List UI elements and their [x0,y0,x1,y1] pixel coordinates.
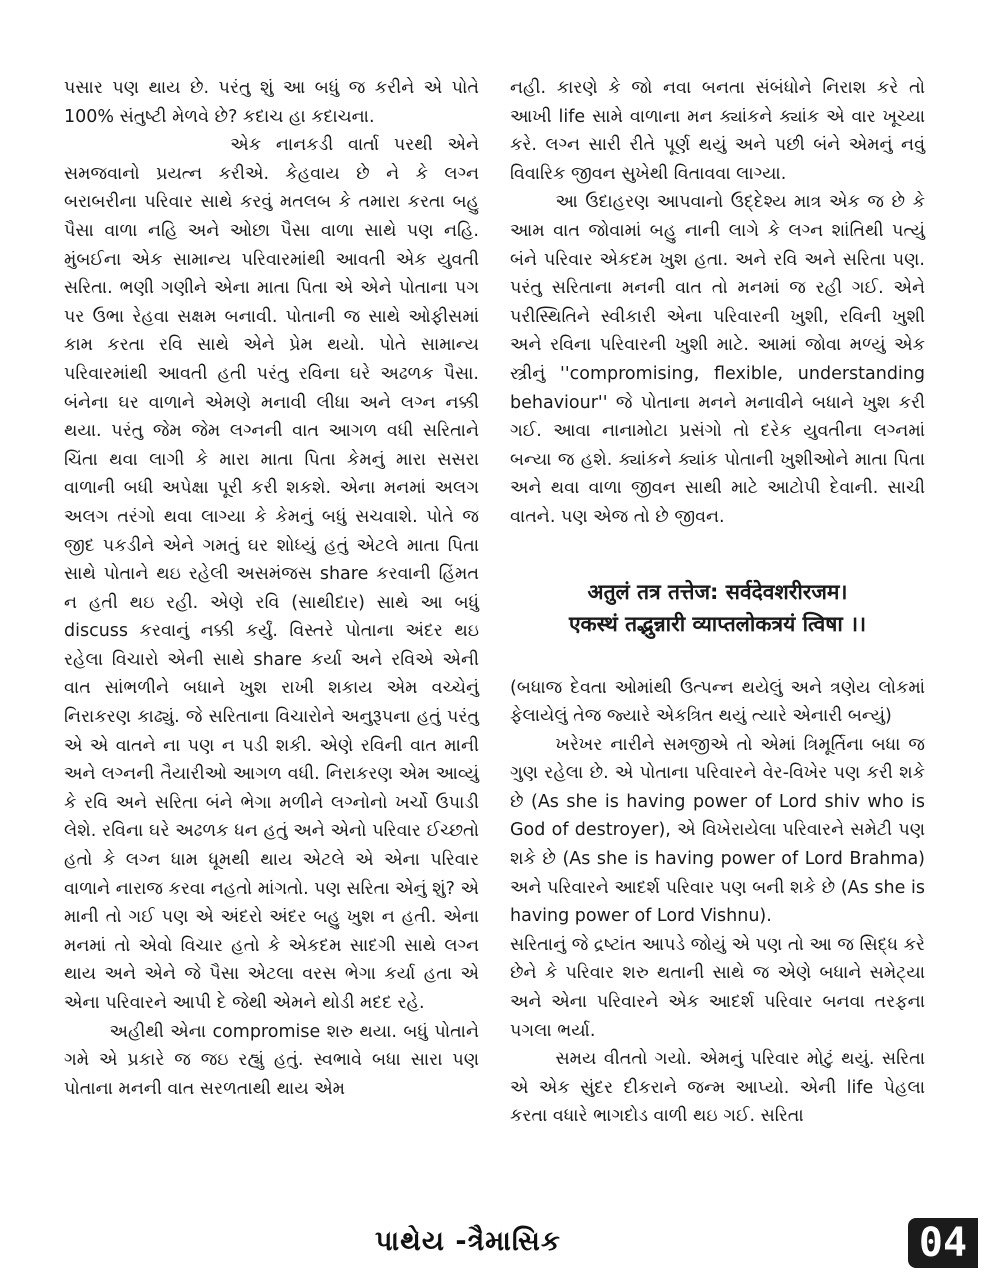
paragraph: આ ઉદાહરણ આપવાનો ઉદ્દેશ્ય માત્ર એક જ છે કે આમ વાત જોવામાં બહુ નાની લાગે કે લગ્ન શાંતિથી પત્યું બંને પરિવાર એકદમ ખુશ હતા. અને રવિ અને સરિતા પણ. પરંતુ સરિતાના મનની વાત તો મનમાં જ રહી ગઈ. એને પરીસ્થિતિને સ્વીકારી એના પરિવારની ખુશી, રવિની ખુશી અને રવિના પરિવારની ખુશી માટે. આમાં જોવા મળ્યું એક સ્ત્રીનું ''compromising, flexible, understanding behaviour'' જે પોતાના મનને મનાવીને બધાને ખુશ કરી ગઈ. આવા નાનામોટા પ્રસંગો તો દરેક યુવતીના લગ્નમાં બન્યા જ હશે. ક્યાંકને ક્યાંક પોતાની ખુશીઓને માતા પિતા અને થવા વાળા જીવન સાથી માટે આટોપી દેવાની. સાચી વાતને. પણ એજ તો છે જીવન. [510,192,925,527]
magazine-title: પાથેય -ત્રૈમાસિક [375,1226,561,1257]
paragraph: ખરેખર નારીને સમજીએ તો એમાં ત્રિમૂર્તિના બધા જ ગુણ રહેલા છે. એ પોતાના પરિવારને વેર-વિખેર પણ કરી શકે છે (As she is having power of Lord shiv who is God of destroyer), એ વિખેરાયેલા પરિવારને સમેટી પણ શકે છે (As she is having power of Lord Brahma) અને પરિવારને આદર્શ પરિવાર પણ બની શકે છે (As she is having power of Lord Vishnu). [510,734,925,927]
left-column [64,74,479,1103]
sanskrit-shloka [510,576,925,640]
paragraph: નહી. કારણે કે જો નવા બનતા સંબંધોને નિરાશ કરે તો આખી life સામે વાળાના મન ક્યાંકને ક્યાંક એ વાર ખૂચ્યા કરે. લગ્ન સારી રીતે પૂર્ણ થયું અને પછી બંને એમનું નવું વિવારિક જીવન સુખેથી વિતાવવા લાગ્યા. [510,78,925,184]
shloka-line: एकस्थं तद्भुन्नारी व्याप्तलोकत्रयं त्विषा ।। [568,611,867,636]
paragraph: પસાર પણ થાય છે. પરંતુ શું આ બધું જ કરીને એ પોતે 100% સંતુષ્ટી મેળવે છે? કદાચ હા કદાચના. [64,78,479,127]
paragraph: એક નાનકડી વાર્તા પરથી એને સમજવાનો પ્રયત્ન કરીએ. કેહવાય છે ને કે લગ્ન બરાબરીના પરિવાર સાથે કરવું મતલબ કે તમારા કરતા બહુ પૈસા વાળા નહિ અને ઓછા પૈસા વાળા સાથે પણ નહિ. મુંબઈના એક સામાન્ય પરિવારમાંથી આવતી એક યુવતી સરિતા. ભણી ગણીને એના માતા પિતા એ એને પોતાના પગ પર ઉભા રેહવા સક્ષમ બનાવી. પોતાની જ સાથે ઓફીસમાં કામ કરતા રવિ સાથે એને પ્રેમ થયો. પોતે સામાન્ય પરિવારમાંથી આવતી હતી પરંતુ રવિના ઘરે અઢળક પૈસા. બંનેના ઘર વાળાને એમણે મનાવી લીધા અને લગ્ન નક્કી થયા. પરંતુ જેમ જેમ લગ્નની વાત આગળ વધી સરિતાને ચિંતા થવા લાગી કે મારા માતા પિતા કેમનું મારા સસરા વાળાની બધી અપેક્ષા પૂરી કરી શકશે. એના મનમાં અલગ અલગ તરંગો થવા લાગ્યા કે કેમનું બધું સચવાશે. પોતે જ જીદ પકડીને એને ગમતું ઘર શોધ્યું હતું એટલે માતા પિતા સાથે પોતાને થઇ રહેલી અસમંજસ share કરવાની હિંમત ન હતી થઇ રહી. એણે રવિ (સાથીદાર) સાથે આ બધું discuss કરવાનું નક્કી કર્યું. વિસ્તરે પોતાના અંદર થઇ રહેલા વિચારો એની સાથે share કર્યા અને રવિએ એની વાત સાંભળીને બધાને ખુશ રાખી શકાય એમ વચ્ચેનું નિરાકરણ કાઢ્યું. જે સરિતાના વિચારોને અનુરૂપના હતું પરંતુ એ એ વાતને ના પણ ન પડી શકી. એણે રવિની વાત માની અને લગ્નની તૈયારીઓ આગળ વધી. નિરાકરણ એમ આવ્યું કે રવિ અને સરિતા બંને ભેગા મળીને લગ્નોનો ખર્ચો ઉપાડી લેશે. રવિના ઘરે અઢળક ધન હતું અને એનો પરિવાર ઈચ્છતો હતો કે લગ્ન ધામ ધૂમથી થાય એટલે એ એના પરિવાર વાળાને નારાજ કરવા નહતો માંગતો. પણ સરિતા એનું શું? એ માની તો ગઈ પણ એ અંદરો અંદર બહુ ખુશ ન હતી. એના મનમાં તો એવો વિચાર હતો કે એકદમ સાદગી સાથે લગ્ન થાય અને એને જે પૈસા એટલા વરસ ભેગા કર્યા હતા એ એના પરિવારને આપી દે જેથી એમને થોડી મદદ રહે. [64,135,479,1013]
paragraph: અહીથી એના compromise શરુ થયા. બધું પોતાને ગમે એ પ્રકારે જ જઇ રહ્યું હતું. સ્વભાવે બધા સારા પણ પોતાના મનની વાત સરળતાથી થાય એમ [64,1021,479,1099]
paragraph: (બધાજ દેવતા ઓમાંથી ઉત્પન્ન થયેલું અને ત્રણેય લોકમાં ફેલાયેલું તેજ જ્યારે એકત્રિત થયું ત્યારે એનારી બન્યું) [510,677,925,727]
shloka-line: अतुलं तत्र तत्तेज: सर्वदेवशरीरजम। [587,579,848,604]
right-column [510,74,925,1131]
paragraph: સમય વીતતો ગયો. એમનું પરિવાર મોટું થયું. સરિતા એ એક સુંદર દીકરાને જન્મ આપ્યો. એની life પેહલા કરતા વધારે ભાગદોડ વાળી થઇ ગઈ. સરિતા [510,1049,925,1127]
paragraph: સરિતાનું જે દ્રષ્ટાંત આપડે જોયું એ પણ તો આ જ સિદ્ધ કરે છેને કે પરિવાર શરુ થતાની સાથે જ એણે બધાને સમેટ્યા અને એના પરિવારને એક આદર્શ પરિવાર બનવા તરફના પગલા ભર્યા. [510,934,925,1041]
page-number: 04 [908,1218,978,1268]
